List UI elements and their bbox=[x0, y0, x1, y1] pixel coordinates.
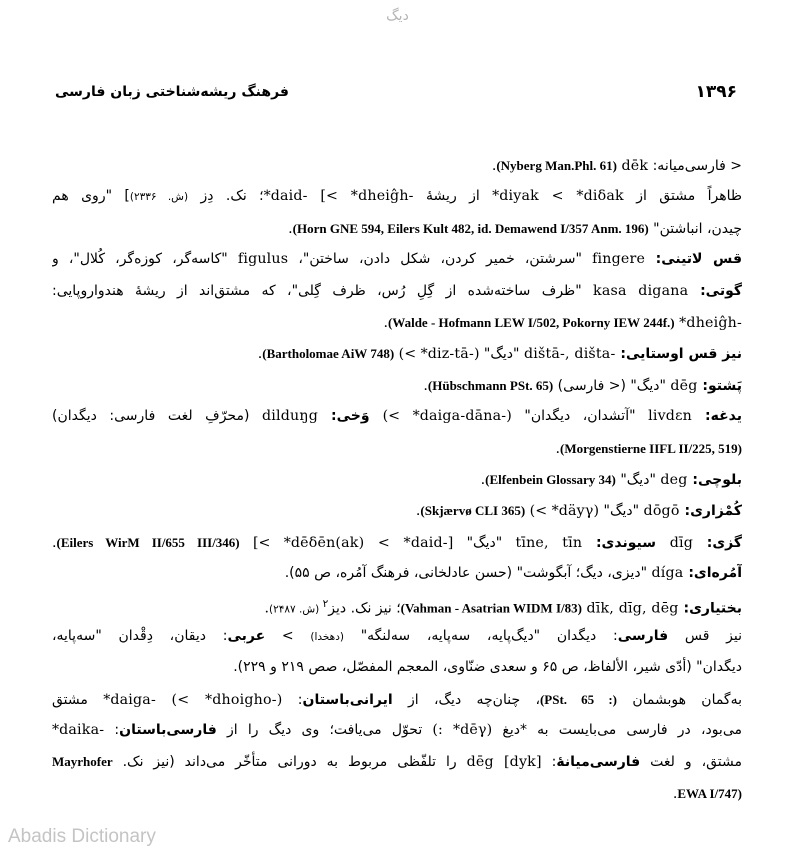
text: از ریشهٔ bbox=[413, 188, 493, 205]
latin-form: figulus bbox=[237, 251, 289, 268]
language-label: قس لاتینی: bbox=[645, 251, 742, 268]
line-persian-compare-2 bbox=[52, 652, 742, 683]
text: "دیگ" bbox=[479, 346, 524, 363]
latin-form: (< *däyγ) bbox=[529, 503, 600, 520]
language-label: یدغه: bbox=[691, 408, 742, 425]
citation: (Hübschmann PSt. 65) bbox=[427, 377, 554, 393]
text: ؛ نک. دِز bbox=[188, 188, 264, 205]
language-label: گوتی: bbox=[688, 282, 742, 299]
line-amorei bbox=[52, 558, 742, 589]
text: : bbox=[541, 754, 557, 771]
text: می‌بود، در فارسی می‌بایست به *دیغ bbox=[492, 722, 742, 739]
language-label: آمُره‌ای: bbox=[683, 565, 742, 582]
line-derivation-2 bbox=[52, 213, 742, 244]
text: چیدن، انباشتن" bbox=[648, 220, 742, 237]
citation: EWA I/747) bbox=[677, 785, 742, 801]
cross-reference: (ش. ۲۳۳۶) bbox=[129, 191, 189, 204]
line-horn-opinion-1 bbox=[52, 684, 742, 715]
cross-reference: (ش. ۲۴۸۷) bbox=[269, 604, 323, 617]
line-gazi-sivandi bbox=[52, 527, 742, 558]
text: به‌گمان هوبشمان bbox=[616, 691, 742, 708]
text: : bbox=[104, 722, 120, 739]
language-label: ایرانی‌باستان bbox=[302, 691, 393, 708]
latin-form: fingere bbox=[592, 251, 646, 268]
latin-form: dēg [dyk] bbox=[466, 754, 542, 771]
text: مشتق bbox=[52, 691, 104, 708]
text: ، چنان‌چه دیگ، از bbox=[392, 691, 540, 708]
line-horn-opinion-2 bbox=[52, 715, 742, 746]
running-head bbox=[55, 84, 745, 108]
language-label: نیز قس اوستایی: bbox=[615, 346, 742, 363]
latin-form: *daika- bbox=[52, 722, 105, 739]
language-label: پَشتو: bbox=[697, 377, 742, 394]
text: : bbox=[282, 691, 303, 708]
text: < فارسی‌میانه: bbox=[648, 158, 742, 174]
line-bakhtiari bbox=[52, 589, 742, 620]
source-note: (دهخدا) bbox=[310, 630, 344, 643]
latin-form: dīg bbox=[669, 534, 694, 551]
language-label: عربی bbox=[227, 627, 266, 644]
line-pashto bbox=[52, 370, 742, 401]
citation: (PSt. 65 :) bbox=[539, 691, 617, 707]
citation: (Elfenbein Glossary 34) bbox=[485, 471, 616, 487]
line-gothic bbox=[52, 276, 742, 307]
text: نیز قس bbox=[668, 627, 742, 644]
language-label: گزی: bbox=[693, 534, 742, 551]
punct: . bbox=[288, 220, 293, 237]
latin-form: *dheiĝh- bbox=[679, 314, 742, 331]
line-horn-opinion-ref bbox=[52, 778, 742, 809]
citation: (Eilers WirM II/655 III/346) bbox=[56, 534, 240, 550]
latin-form: kasa digana bbox=[593, 282, 689, 299]
text: "سرشتن، خمیر کردن، شکل دادن، ساختن"، bbox=[288, 251, 593, 268]
line-kumzari bbox=[52, 495, 742, 526]
citation: Mayrhofer bbox=[52, 754, 113, 770]
latin-form: dōgō bbox=[643, 503, 680, 520]
citation: (Skjærvø CLI 365) bbox=[420, 503, 526, 519]
line-latin bbox=[52, 244, 742, 275]
citation: (Bartholomae AiW 748) bbox=[262, 346, 395, 362]
citation: (Vahman - Asatrian WIDM I/83) bbox=[400, 601, 582, 617]
line-yidgha-ref bbox=[52, 433, 742, 464]
text: تحوّل می‌یافت؛ وی دیگ را از bbox=[216, 722, 433, 739]
latin-form: dēg bbox=[670, 377, 698, 394]
text: "آتشدان، دیگدان" bbox=[511, 408, 649, 425]
line-horn-opinion-3 bbox=[52, 746, 742, 777]
watermark-logo: Abadis Dictionary bbox=[8, 826, 156, 847]
latin-form: díga bbox=[651, 565, 684, 582]
line-avestan bbox=[52, 338, 742, 369]
text: را تلفّظی مربوط به دورانی متأخّر می‌داند (نیز نک. bbox=[112, 754, 467, 771]
language-label: بختیاری: bbox=[678, 601, 742, 618]
language-label: کُمْزاری: bbox=[679, 503, 742, 520]
punct: . bbox=[672, 785, 678, 802]
text: "دیگ" bbox=[615, 471, 661, 488]
citation: (Nyberg Man.Phl. 61) bbox=[496, 158, 617, 173]
text: "دیگ" (< فارسی) bbox=[553, 377, 671, 394]
headword-title: دیگ bbox=[386, 8, 409, 24]
latin-form: *diyak < *diδak bbox=[492, 188, 624, 205]
line-baluchi bbox=[52, 464, 742, 495]
latin-form: *daid- [< *dheiĝh- bbox=[263, 188, 414, 205]
latin-form: dištā-, dišta- bbox=[523, 346, 616, 363]
citation: (Horn GNE 594, Eilers Kult 482, id. Demawend I/357 Anm. 196) bbox=[292, 220, 649, 236]
text: : دیقان، دِقْدان "سه‌پایه، bbox=[52, 627, 228, 644]
language-label: فارسی bbox=[617, 627, 669, 644]
text: دیگدان" (أدّی شیر، الألفاظ، ص ۶۵ و سعدی ضنّاوی، المعجم المفصّل، صص ۲۱۹ و ۲۲۹). bbox=[233, 659, 742, 676]
punct: . bbox=[491, 158, 497, 174]
punct: . bbox=[264, 601, 270, 618]
language-label: فارسی‌باستان bbox=[119, 722, 217, 739]
latin-form: (< *daiga-dāna-) bbox=[382, 408, 512, 425]
citation: (Walde - Hofmann LEW I/502, Pokorny IEW 244f.) bbox=[387, 314, 675, 330]
line-derivation-1 bbox=[52, 181, 742, 212]
entry-body bbox=[52, 150, 742, 809]
punct: . bbox=[423, 377, 428, 394]
latin-form: dīk, dīg, dēg bbox=[586, 601, 679, 618]
text: "ظرف ساخته‌شده از گِلِ رُس، ظرف گِلی"، که مشتق‌اند از ریشهٔ هندواروپایی: bbox=[52, 282, 594, 299]
punct: . bbox=[52, 534, 57, 551]
language-label: بلوچی: bbox=[687, 471, 742, 488]
punct: . bbox=[415, 503, 421, 520]
latin-form: (< *diz-tā-) bbox=[398, 346, 480, 363]
latin-form: deg bbox=[660, 471, 688, 488]
text: "دیگ" bbox=[453, 534, 516, 551]
text: : دیگدان "دیگ‌پایه، سه‌پایه، سه‌لنگه" bbox=[343, 627, 618, 644]
latin-form: tīne, tīn bbox=[515, 534, 583, 551]
book-title: فرهنگ ریشه‌شناختی زبان فارسی bbox=[55, 84, 289, 100]
language-label: فارسی‌میانهٔ bbox=[556, 754, 641, 771]
latin-form: dēk bbox=[621, 158, 649, 174]
language-label: سیوندی: bbox=[582, 534, 670, 551]
language-label: وَخی: bbox=[318, 408, 383, 425]
latin-form: (: *dēγ) bbox=[432, 722, 493, 739]
text: (محرّفِ لغت فارسی: دیگدان) bbox=[52, 408, 262, 425]
latin-form: livdɛn bbox=[648, 408, 692, 425]
latin-form: dilduŋg bbox=[262, 408, 318, 425]
text: ] "روی هم bbox=[52, 188, 130, 205]
text: "دیزی، دیگ؛ آبگوشت" (حسن عادلخانی، فرهنگ آمُره، ص ۵۵). bbox=[284, 565, 652, 582]
punct: . bbox=[383, 314, 388, 331]
line-middle-persian bbox=[52, 150, 742, 181]
text: "دیگ" bbox=[599, 503, 644, 520]
line-persian-compare-1 bbox=[52, 621, 742, 652]
punct: . bbox=[480, 471, 486, 488]
text: ؛ نیز نک. دیز bbox=[328, 601, 401, 618]
text: مشتق، و لغت bbox=[640, 754, 742, 771]
text: "کاسه‌گر، کوزه‌گر، کُلال"، و bbox=[52, 251, 238, 268]
superscript-index: ۲ bbox=[322, 598, 329, 611]
latin-form: *daiga- (< *dhoigho-) bbox=[103, 691, 283, 708]
citation: (Morgenstierne IIFL II/225, 519) bbox=[560, 440, 742, 456]
latin-form: [< *dēδēn(ak) < *daid-] bbox=[253, 534, 454, 551]
line-yidgha bbox=[52, 401, 742, 432]
text: > bbox=[265, 627, 311, 644]
page-number: ۱۳۹۶ bbox=[695, 82, 737, 102]
punct: . bbox=[257, 346, 263, 363]
punct: . bbox=[555, 440, 561, 457]
line-pie-root bbox=[52, 307, 742, 338]
text: ظاهراً مشتق از bbox=[623, 188, 742, 205]
